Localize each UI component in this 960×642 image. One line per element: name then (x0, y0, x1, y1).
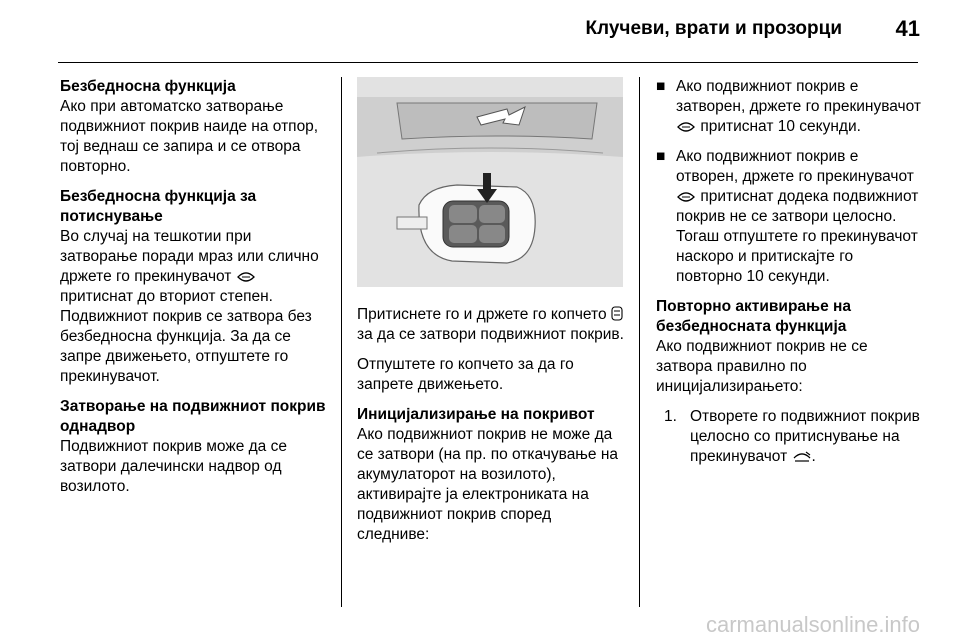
heading-safety-function: Безбедносна функција (60, 78, 236, 95)
bullet-mark: ■ (656, 78, 666, 95)
page-header-title: Клучеви, врати и прозорци (585, 18, 842, 39)
paragraph-press-button: Притиснете го и држете го копчето за да се затвори подвижниот покрив. (357, 306, 624, 343)
paragraph-override: Во случај на тешкотии при затворање поради мраз или слично држете го прекинувачот притиснат до вториот степен. Подвижниот покрив се затвора без безбедносна функција. За да се запре движењето, отпуштете го прекинувачот. (60, 228, 319, 385)
paragraph-release-button: Отпуштете го копчето за да го запрете движењето. (357, 356, 574, 393)
column-divider-2 (639, 77, 640, 607)
sunroof-switch-icon (676, 121, 696, 133)
column-divider-1 (341, 77, 342, 607)
paragraph-close-remote: Подвижниот покрив може да се затвори далечински надвор од возилото. (60, 438, 287, 495)
column-2 (357, 305, 627, 555)
sunroof-switch-icon (236, 271, 256, 283)
remote-key-drawing (357, 77, 623, 287)
page-number: 41 (895, 16, 920, 41)
paragraph-reactivate: Ако подвижниот покрив не се затвора правилно по иницијализирањето: (656, 338, 868, 395)
header-rule (58, 62, 918, 63)
heading-roof-init: Иницијализирање на покривот (357, 406, 595, 423)
paragraph-safety: Ако при автоматско затворање подвижниот покрив наиде на отпор, тој веднаш се запира и се отвора повторно. (60, 98, 319, 175)
sunroof-close-button-icon (611, 306, 623, 321)
sunroof-switch-icon (676, 191, 696, 203)
heading-close-remote: Затворање на подвижниот покрив однадвор (60, 398, 326, 435)
sunroof-tilt-switch-icon (792, 450, 812, 463)
column-1 (60, 77, 332, 507)
list-item: 1. Отворете го подвижниот покрив целосно со притиснување на прекинувачот . (664, 408, 920, 465)
list-item: ■ Ако подвижниот покрив е отворен, држете го прекинувачот притиснат додека подвижниот покрив не се затвори целосно. Тогаш отпуштете го прекинувачот наскоро и притискајте го повторно 10 секунди. (656, 148, 919, 285)
heading-reactivate-safety: Повторно активирање на безбедносната функција (656, 298, 851, 335)
bullet-mark: ■ (656, 148, 666, 165)
list-item: ■ Ако подвижниот покрив е затворен, држете го прекинувачот притиснат 10 секунди. (656, 78, 921, 135)
paragraph-roof-init: Ако подвижниот покрив не може да се затвори (на пр. по откачување на акумулаторот на возилото), активирајте ја електрониката на подвижниот покрив според следниве: (357, 426, 619, 543)
remote-key-illustration (357, 77, 623, 287)
heading-override-safety: Безбедносна функција за потиснување (60, 188, 257, 225)
watermark: carmanualsonline.info (705, 612, 920, 637)
column-3 (656, 77, 922, 467)
step-number: 1. (664, 408, 677, 425)
